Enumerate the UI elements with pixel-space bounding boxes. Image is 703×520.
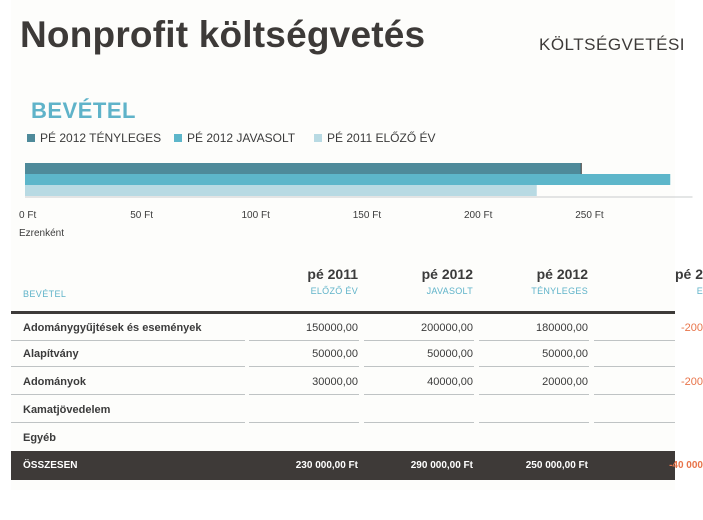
table-row[interactable] (11, 369, 703, 395)
x-tick-label: 100 Ft (241, 210, 270, 221)
row-divider (364, 394, 474, 395)
table-row[interactable] (11, 315, 703, 341)
legend-label-proposed: PÉ 2012 JAVASOLT (187, 131, 296, 145)
row-label: Kamatjövedelem (23, 404, 111, 416)
row-divider (249, 422, 359, 423)
budget-sheet (11, 0, 703, 490)
x-tick-label: 50 Ft (130, 210, 154, 221)
page-title: Nonprofit költségvetés (20, 14, 426, 55)
column-header-proposed (373, 266, 473, 296)
total-row[interactable] (11, 451, 703, 480)
legend-item-proposed (174, 131, 295, 145)
cell-actual[interactable] (478, 397, 588, 423)
header-rule (11, 311, 675, 314)
cell-variance[interactable] (593, 397, 703, 423)
column-year: pé 2012 (536, 266, 588, 282)
cell-prior[interactable] (248, 425, 358, 451)
page-subtitle: KÖLTSÉGVETÉSI (539, 35, 686, 54)
cell-actual[interactable] (478, 425, 588, 451)
total-label: ÖSSZESEN (23, 460, 78, 471)
cell-variance[interactable] (593, 425, 703, 451)
column-sub: TÉNYLEGES (531, 286, 588, 296)
legend-label-actual: PÉ 2012 TÉNYLEGES (40, 131, 162, 145)
cell-actual[interactable]: 20000,00 (542, 376, 588, 388)
table-row[interactable] (11, 341, 675, 367)
column-year: pé 2012 (421, 266, 473, 282)
column-sub: JAVASOLT (426, 286, 473, 296)
row-label: Alapítvány (23, 348, 79, 360)
cell-proposed[interactable]: 40000,00 (427, 376, 473, 388)
x-tick-label: 0 Ft (19, 210, 37, 221)
row-divider (11, 422, 245, 423)
legend-item-actual (27, 131, 161, 145)
unit-note: Ezrenként (19, 228, 65, 239)
column-sub: ELŐZŐ ÉV (310, 286, 358, 296)
bar-actual (25, 163, 581, 174)
row-divider (479, 422, 589, 423)
legend-swatch-actual (27, 134, 35, 142)
table-row[interactable] (11, 425, 675, 451)
total-proposed[interactable]: 290 000,00 Ft (410, 460, 473, 471)
total-variance[interactable]: -40 000 (669, 460, 703, 471)
legend-label-prior: PÉ 2011 ELŐZŐ ÉV (327, 131, 436, 145)
row-divider (249, 394, 359, 395)
cell-prior[interactable]: 50000,00 (312, 348, 358, 360)
row-divider (11, 366, 245, 367)
cell-variance[interactable]: -200 (680, 376, 703, 388)
row-label: Egyéb (23, 432, 57, 444)
cell-actual[interactable]: 180000,00 (536, 322, 588, 334)
section-heading: BEVÉTEL (31, 98, 136, 123)
cell-prior[interactable]: 30000,00 (312, 376, 358, 388)
row-divider (594, 394, 675, 395)
column-header-variance (603, 266, 703, 296)
total-prior[interactable]: 230 000,00 Ft (295, 460, 358, 471)
legend-item-prior (314, 131, 436, 145)
row-label-header: BEVÉTEL (23, 289, 67, 299)
row-label: Adománygyűjtések és események (23, 322, 202, 334)
cell-variance[interactable] (593, 341, 703, 367)
cell-proposed[interactable]: 200000,00 (421, 322, 473, 334)
cell-proposed[interactable]: 50000,00 (427, 348, 473, 360)
row-divider (594, 366, 675, 367)
cell-prior[interactable] (248, 397, 358, 423)
revenue-bar-chart (11, 155, 675, 225)
total-actual[interactable]: 250 000,00 Ft (525, 460, 588, 471)
row-divider (364, 366, 474, 367)
column-header-prior (258, 266, 358, 296)
cell-proposed[interactable] (363, 397, 473, 423)
cell-proposed[interactable] (363, 425, 473, 451)
row-label: Adományok (23, 376, 86, 388)
row-divider (11, 394, 245, 395)
column-sub: E (696, 286, 703, 296)
table-row[interactable] (11, 397, 675, 423)
x-tick-label: 200 Ft (464, 210, 493, 221)
legend-swatch-proposed (174, 134, 182, 142)
column-header-actual (488, 266, 588, 296)
row-divider (594, 422, 675, 423)
column-year: pé 2011 (307, 266, 358, 282)
row-divider (479, 366, 589, 367)
row-divider (249, 366, 359, 367)
cell-variance[interactable]: -200 (680, 322, 703, 334)
cell-actual[interactable]: 50000,00 (542, 348, 588, 360)
row-divider (364, 422, 474, 423)
bar-prior (25, 185, 537, 196)
bar-proposed (25, 174, 670, 185)
column-year: pé 2 (674, 266, 703, 282)
legend-swatch-prior (314, 134, 322, 142)
row-divider (479, 394, 589, 395)
x-tick-label: 250 Ft (575, 210, 604, 221)
x-tick-label: 150 Ft (352, 210, 382, 221)
cell-prior[interactable]: 150000,00 (306, 322, 358, 334)
